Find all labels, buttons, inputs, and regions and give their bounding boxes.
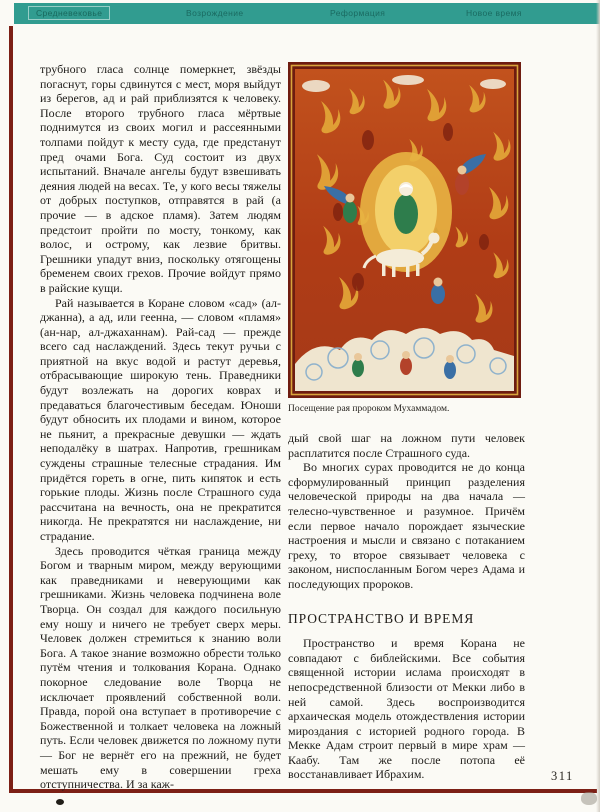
figure-paradise-miniature (288, 62, 525, 415)
scan-speck (56, 799, 64, 805)
chapter-header-bar (14, 3, 600, 24)
paradise-miniature-illustration (288, 62, 521, 398)
page-number: 311 (551, 769, 574, 783)
header-tab: Новое время (466, 8, 522, 18)
section-heading: ПРОСТРАНСТВО И ВРЕМЯ (288, 610, 475, 626)
header-tab: Возрождение (186, 8, 244, 18)
figure-caption: Посещение рая пророком Мухаммадом. (288, 404, 450, 414)
page-edge-shadow (596, 0, 600, 812)
body-paragraph: дый свой шаг на ложном пути человек расплатится после Страшного суда. (288, 431, 525, 460)
body-paragraph: трубного гласа солнце померкнет, звёзды погаснут, горы сдвинутся с мест, моря выйдут из берегов, ад и рай приблизятся к человеку. После второго трубного гласа мёртвые поднимутся из своих могил и рассеянными толпами пойдут к месту суда, где предстанут пред очами Бога. Суд состоит из двух испытаний. Вначале ангелы будут взвешивать деяния людей на весах. Те, у кого весы тяжелы от добрых поступков, отправятся в рай (а прочие — в адское пламя). Затем людям предстоит пройти по мосту, тонкому, как волос, и острому, как лезвие бритвы. Грешники упадут вниз, поскольку отягощены бременем своих грехов. Прочие войдут прямо в райские кущи. (40, 62, 281, 295)
header-tab: Реформация (330, 8, 386, 18)
body-paragraph: Пространство и время Корана не совпадают с библейскими. Все события священной истории ислама происходят в непосредственной близости от Мекки либо в ней самой. Здесь воспроизводится архаическая модель отождествления истории мироздания с историей родного города. В Мекке Адам строит первый в мире храм — Каабу. Там же после потопа её восстанавливает Ибрахим. (288, 636, 525, 782)
header-tab-current: Средневековье (28, 6, 110, 20)
text-column-right (288, 62, 525, 782)
body-paragraph: Рай называется в Коране словом «сад» (ал-джанна), а ад, или геенна, — словом «пламя» (ан-нар, ал-джаханнам). Рай-сад — прежде всего сад наслаждений. Здесь текут ручьи с приятной на вкус водой и растут деревья, отбрасывающие широкую тень. Праведники будут возлежать на дорогих коврах и предаваться благочестивым беседам. Юноши будут обносить их плодами и вином, которое не пьянит, а прекрасные девушки — ждать неподалёку в шатрах. Напротив, грешникам суждены страшные телесные страдания. Им придётся гореть в огне, пить кипяток и есть горькие плоды. Жизнь после Страшного суда рассчитана на вечность, она не прекратится никогда. Не прекратятся ни наслаждение, ни страдание. (40, 295, 281, 543)
body-paragraph: Во многих сурах проводится не до конца сформулированный принцип разделения человеческой природы на два начала — телесно-чувственное и разумное. Причём если первое начало порождает языческие настроения и мысли и связано с потаканием греху, то второе связывает человека с законом, ниспосланным Богом через Адама и последующих пророков. (288, 460, 525, 591)
body-paragraph: Здесь проводится чёткая граница между Богом и тварным миром, между верующими как праведниками и неверующими как грешниками. Жизнь человека подчинена воле Творца. Он создал для каждого посильную ему ношу и ничего не требует сверх меры. Человек должен стремиться к знанию воли Бога. А такое знание возможно обрести только путём чтения и толкования Корана. Однако покорное следование воле Творца не исключает проявлений собственной воли. Правда, порой она вступает в противоречие с Божественной и толкает человека на ложный путь. Если человек движется по ложному пути — Бог не вернёт его на прежний, не будет мешать ему в совершении греха отступничества. И за каж- (40, 543, 281, 792)
scan-smudge (581, 792, 597, 805)
text-column-left (40, 62, 281, 792)
left-margin-rule (9, 26, 13, 793)
